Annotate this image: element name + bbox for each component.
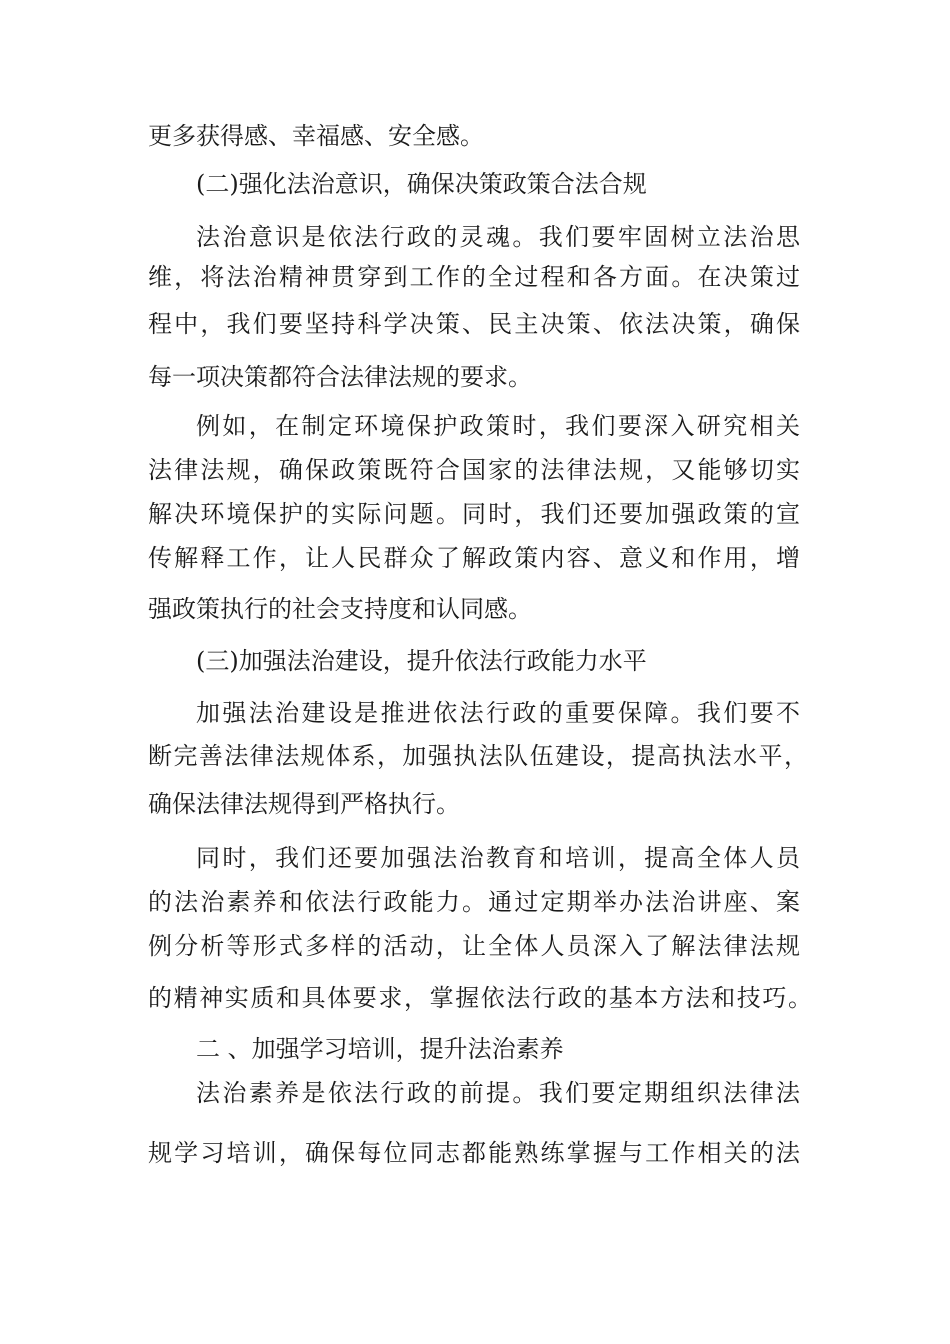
text-line: 规学习培训，确保每位同志都能熟练掌握与工作相关的法 [148,1139,800,1167]
text-line: 维，将法治精神贯穿到工作的全过程和各方面。在决策过 [148,263,800,291]
text-line: 的法治素养和依法行政能力。通过定期举办法治讲座、案 [148,888,800,916]
section-heading: 二 、加强学习培训，提升法治素养 [196,1035,564,1063]
text-line: 每一项决策都符合法律法规的要求。 [148,363,532,391]
text-line: 的精神实质和具体要求，掌握依法行政的基本方法和技巧。 [148,984,812,1012]
text-line: 断完善法律法规体系，加强执法队伍建设，提高执法水平， [148,742,808,770]
text-line: 同时，我们还要加强法治教育和培训，提高全体人员 [196,844,800,872]
text-line: 确保法律法规得到严格执行。 [148,790,460,818]
text-line: 法治意识是依法行政的灵魂。我们要牢固树立法治思 [196,223,800,251]
text-line: 加强法治建设是推进依法行政的重要保障。我们要不 [196,699,800,727]
section-heading: (三)加强法治建设，提升依法行政能力水平 [196,647,647,675]
text-line: 例如，在制定环境保护政策时，我们要深入研究相关 [196,412,800,440]
text-line: 传解释工作，让人民群众了解政策内容、意义和作用，增 [148,544,800,572]
section-heading: (二)强化法治意识，确保决策政策合法合规 [196,170,647,198]
text-line: 法治素养是依法行政的前提。我们要定期组织法律法 [196,1079,800,1107]
text-line: 更多获得感、幸福感、安全感。 [148,122,484,150]
text-line: 程中，我们要坚持科学决策、民主决策、依法决策，确保 [148,310,800,338]
text-line: 强政策执行的社会支持度和认同感。 [148,595,532,623]
text-line: 解决环境保护的实际问题。同时，我们还要加强政策的宣 [148,500,800,528]
text-line: 例分析等形式多样的活动，让全体人员深入了解法律法规 [148,932,800,960]
text-line: 法律法规，确保政策既符合国家的法律法规，又能够切实 [148,456,800,484]
